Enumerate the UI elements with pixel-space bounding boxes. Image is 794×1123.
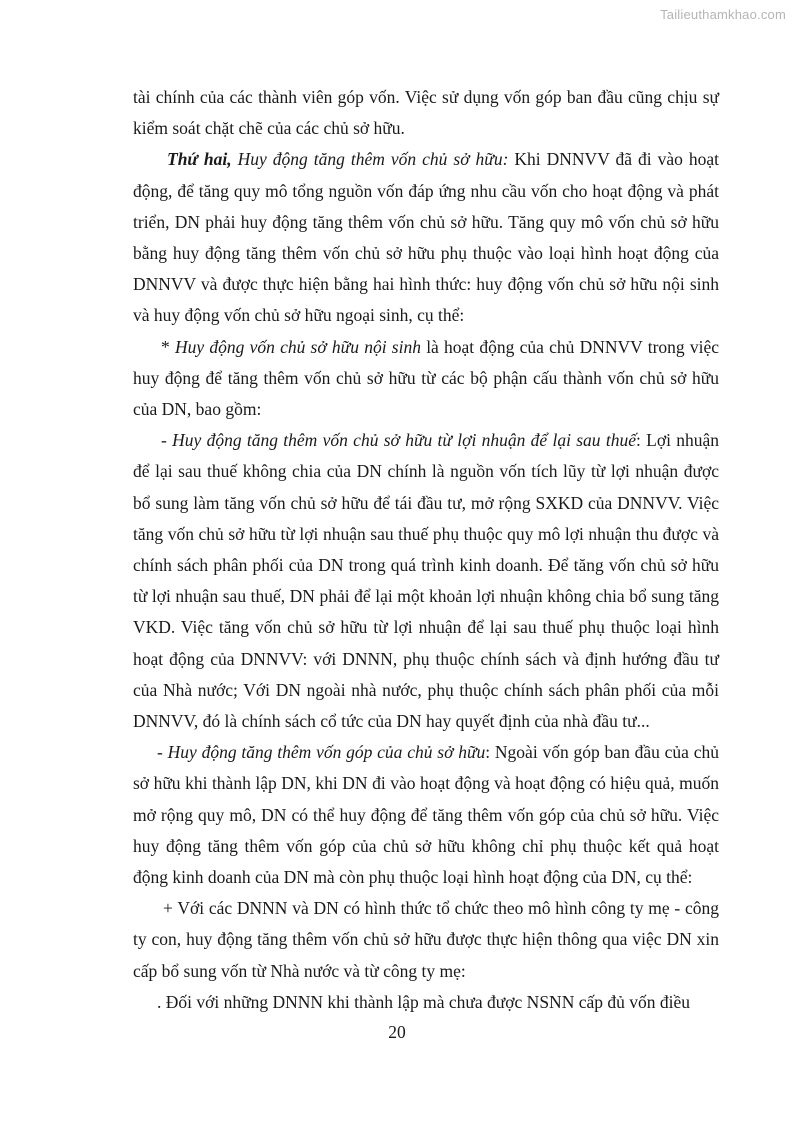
paragraph-5-text: : Ngoài vốn góp ban đầu của chủ sở hữu khi thành lập DN, khi DN đi vào hoạt động và hoạt động có hiệu quả, muốn mở rộng quy mô, DN có thể huy động để tăng thêm vốn góp của chủ sở hữu. Việc huy động tăng thêm vốn góp của chủ sở hữu không chỉ phụ thuộc kết quả hoạt động kinh doanh của DN mà còn phụ thuộc loại hình hoạt động của DN, cụ thể: xyxy=(133,742,720,888)
paragraph-1: tài chính của các thành viên góp vốn. Việc sử dụng vốn góp ban đầu cũng chịu sự kiểm soát chặt chẽ của các chủ sở hữu. xyxy=(133,87,719,139)
term-loi-nhuan-sau-thue: Huy động tăng thêm vốn chủ sở hữu từ lợi nhuận để lại sau thuế xyxy=(172,430,636,451)
bullet-dash: - xyxy=(157,742,168,763)
paragraph-7: . Đối với những DNNN khi thành lập mà chưa được NSNN cấp đủ vốn điều xyxy=(157,991,690,1012)
paragraph-3-text: là hoạt động của chủ DNNVV trong việc huy động để tăng thêm vốn chủ sở hữu từ các bộ phận cấu thành vốn chủ sở hữu của DN, bao gồm: xyxy=(133,336,720,420)
heading-huy-dong-von-chu-so-huu: Huy động tăng thêm vốn chủ sở hữu: xyxy=(231,149,509,170)
document-body xyxy=(133,82,719,1018)
paragraph-2 xyxy=(133,144,719,331)
bullet-dash: - xyxy=(161,430,173,451)
term-noi-sinh: Huy động vốn chủ sở hữu nội sinh xyxy=(174,336,421,357)
watermark: Tailieuthamkhao.com xyxy=(660,7,786,22)
bullet-star: * xyxy=(161,336,175,357)
paragraph-2-text: Khi DNNVV đã đi vào hoạt động, để tăng quy mô tổng nguồn vốn đáp ứng nhu cầu vốn cho hoạt động và phát triển, DN phải huy động tăng thêm vốn chủ sở hữu. Tăng quy mô vốn chủ sở hữu bằng huy động tăng thêm vốn chủ sở hữu phụ thuộc vào loại hình hoạt động của DNNVV và được thực hiện bằng hai hình thức: huy động vốn chủ sở hữu nội sinh và huy động vốn chủ sở hữu ngoại sinh, cụ thể: xyxy=(133,149,719,326)
paragraph-4-text: : Lợi nhuận để lại sau thuế không chia của DN chính là nguồn vốn tích lũy từ lợi nhuận được bổ sung làm tăng vốn chủ sở hữu để tái đầu tư, mở rộng SXKD của DNNVV. Việc tăng vốn chủ sở hữu từ lợi nhuận sau thuế phụ thuộc quy mô lợi nhuận thu được và chính sách phân phối của DN trong quá trình kinh doanh. Để tăng vốn chủ sở hữu từ lợi nhuận sau thuế, DN phải để lại một khoản lợi nhuận không chia bổ sung tăng VKD. Việc tăng vốn chủ sở hữu từ lợi nhuận để lại sau thuế phụ thuộc loại hình hoạt động của DNNVV: với DNNN, phụ thuộc chính sách và định hướng đầu tư của Nhà nước; Với DN ngoài nhà nước, phụ thuộc chính sách phân phối của mỗi DNNVV, đó là chính sách cổ tức của DN hay quyết định của nhà đầu tư... xyxy=(133,430,720,732)
page-number: 20 xyxy=(388,1022,406,1042)
paragraph-4 xyxy=(133,425,719,737)
paragraph-3 xyxy=(133,332,719,426)
term-von-gop-chu-so-huu: Huy động tăng thêm vốn góp của chủ sở hữu xyxy=(167,742,486,763)
heading-thu-hai: Thứ hai, xyxy=(167,149,232,170)
paragraph-5 xyxy=(133,737,719,893)
paragraph-6: + Với các DNNN và DN có hình thức tổ chức theo mô hình công ty mẹ - công ty con, huy động tăng thêm vốn chủ sở hữu được thực hiện thông qua việc DN xin cấp bổ sung vốn từ Nhà nước và từ công ty mẹ: xyxy=(133,898,719,981)
